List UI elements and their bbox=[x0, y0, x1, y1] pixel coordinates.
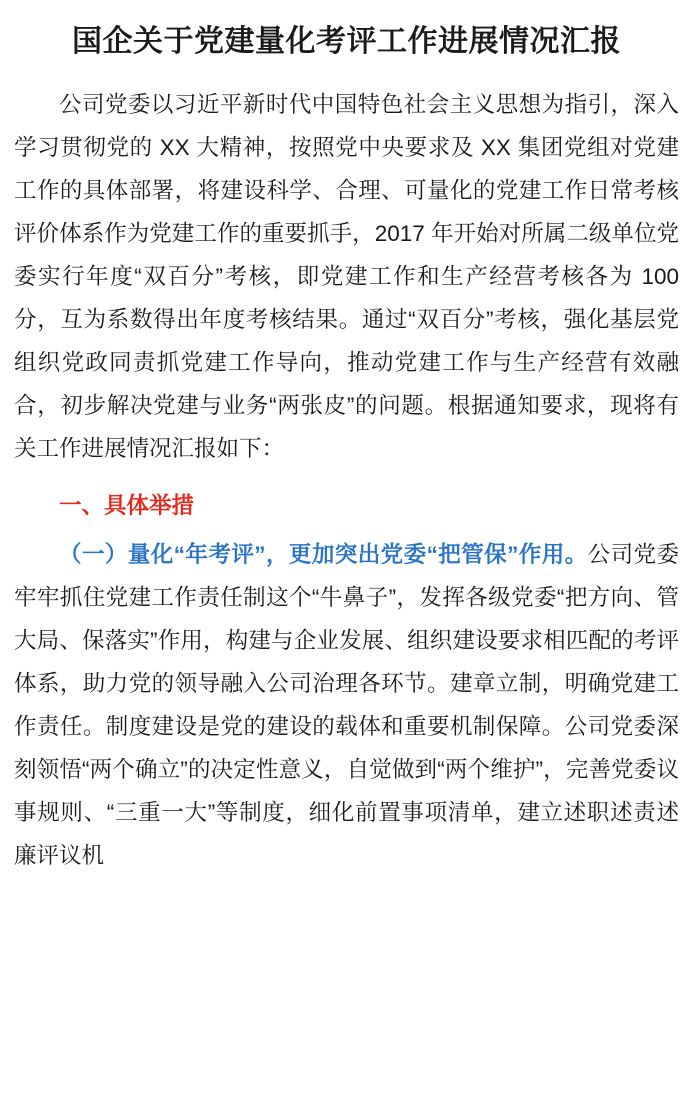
subsection-body-text: 公司党委牢牢抓住党建工作责任制这个“牛鼻子”，发挥各级党委“把方向、管大局、保落实”作用，构建与企业发展、组织建设要求相匹配的考评体系，助力党的领导融入公司治理各环节。建章立制，明确党建工作责任。制度建设是党的建设的载体和重要机制保障。公司党委深刻领悟“两个确立”的决定性意义，自觉做到“两个维护”，完善党委议事规则、“三重一大”等制度，细化前置事项清单，建立述职述责述廉评议机 bbox=[14, 542, 679, 868]
body-paragraph-intro: 公司党委以习近平新时代中国特色社会主义思想为指引，深入学习贯彻党的 XX 大精神，按照党中央要求及 XX 集团党组对党建工作的具体部署，将建设科学、合理、可量化的党建工作日常考核评价体系作为党建工作的重要抓手，2017 年开始对所属二级单位党委实行年度“双百分”考核，即党建工作和生产经营考核各为 100 分，互为系数得出年度考核结果。通过“双百分”考核，强化基层党组织党政同责抓党建工作导向，推动党建工作与生产经营有效融合，初步解决党建与业务“两张皮”的问题。根据通知要求，现将有关工作进展情况汇报如下： bbox=[14, 92, 679, 461]
page-title: 国企关于党建量化考评工作进展情况汇报 bbox=[72, 25, 621, 58]
subsection-lead-text: （一）量化“年考评”，更加突出党委“把管保”作用。 bbox=[59, 542, 588, 567]
section-heading-measures: 一、具体举措 bbox=[59, 493, 195, 518]
subsection-paragraph bbox=[14, 533, 679, 877]
